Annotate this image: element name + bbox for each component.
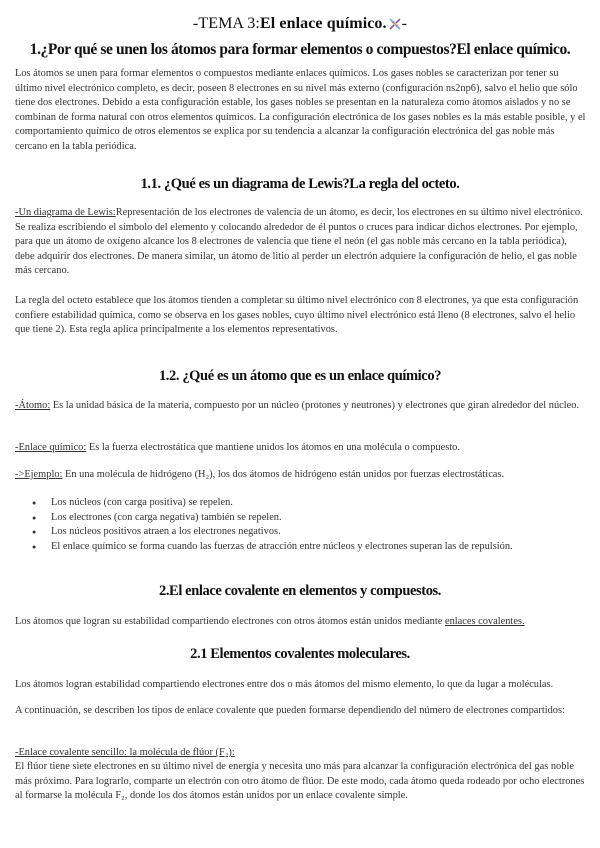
fluor-term: -Enlace covalente sencillo: la molécula de flúor (F₂): (15, 747, 235, 758)
enlace-term: -Enlace químico: (15, 442, 87, 453)
lewis-definition: Representación de los electrones de valencia de un átomo, es decir, los electrones en su último nivel electrónico. Se realiza escribiendo el símbolo del elemento y colocando alrededor de él puntos o cruces para indicar dichos electrones. Por ejemplo, para que un átomo de oxígeno alcance los 8 electrones de valencia que tiene el neón (el gas noble más cercano en la tabla periódica), debe adquirir dos electrones. De manera similar, un átomo de litio al perder un electrón adquiere la configuración de helio, el gas noble más cercano. (15, 207, 583, 277)
atomo-definition: Es la unidad básica de la materia, compuesto por un núcleo (protones y neutrones) y electrones que giran alrededor del núcleo. (50, 400, 580, 411)
list-item: ● Los núcleos (con carga positiva) se repelen. (15, 496, 587, 511)
ejemplo-term: ->Ejemplo: (15, 469, 63, 480)
fluor-body: El flúor tiene siete electrones en su último nivel de energía y necesita uno más para alcanzar la configuración electrónica del gas noble más próximo. Para lograrlo, comparte un electrón con otro átomo de flúor. De este modo, cada átomo queda rodeado por ocho electrones al formarse la molécula F₂, donde los dos átomos están unidos por un enlace covalente simple. (15, 761, 585, 802)
section-1-1-heading: 1.1. ¿Qué es un diagrama de Lewis?La regla del octeto. (140, 176, 460, 192)
fluor-subheading (15, 746, 587, 761)
list-item: ● Los núcleos positivos atraen a los electrones negativos. (15, 525, 587, 540)
section-2-1-p1: Los átomos logran estabilidad compartiendo electrones entre dos o más átomos del mismo elemento, lo que da lugar a moléculas. (15, 679, 554, 690)
list-item: ● Los electrones (con carga negativa) también se repelen. (15, 511, 587, 526)
section-1-body: Los átomos se unen para formar elementos o compuestos mediante enlaces químicos. Los gases nobles se caracterizan por tener su último nivel electrónico completo, es decir, poseen 8 electrones en su nivel más externo (configuración ns2np6), salvo el helio que sólo tiene dos electrones. Debido a esta configuración estable, los gases nobles se presentan en la naturaleza como átomos aislados y no se combinan de forma natural con otros elementos químicos. La configuración electrónica de los gases nobles es la más estable posible, y el comportamiento químico de otros elementos se explica por su tendencia a alcanzar la configuración electrónica del gas noble más cercano en la tabla periódica. (15, 68, 586, 152)
dna-icon (388, 17, 402, 31)
ejemplo-paragraph (15, 468, 587, 483)
lewis-paragraph (15, 206, 587, 279)
title-prefix: -TEMA 3: (192, 15, 260, 32)
ejemplo-definition: En una molécula de hidrógeno (H₂), los dos átomos de hidrógeno están unidos por fuerzas electrostáticas. (62, 469, 505, 480)
enlaces-covalentes-link: enlaces covalentes. (444, 616, 525, 627)
bullet-list (15, 496, 587, 554)
lewis-term: -Un diagrama de Lewis: (15, 207, 116, 218)
page-title (0, 15, 600, 33)
title-suffix: - (401, 15, 408, 32)
section-2-text: Los átomos que logran su estabilidad compartiendo electrones con otros átomos están unidos mediante (15, 616, 445, 627)
enlace-definition: Es la fuerza electrostática que mantiene unidos los átomos en una molécula o compuesto. (86, 442, 460, 453)
list-item: ● El enlace químico se forma cuando las fuerzas de atracción entre núcleos y electrones superan las de repulsión. (15, 540, 587, 555)
atomo-term: -Átomo: (15, 400, 51, 411)
title-main: El enlace químico. (259, 15, 387, 32)
section-2-1-heading: 2.1 Elementos covalentes moleculares. (190, 646, 410, 662)
section-1-2-heading: 1.2. ¿Qué es un átomo que es un enlace químico? (158, 368, 442, 384)
section-2-body (15, 615, 587, 630)
section-2-1-p2: A continuación, se describen los tipos de enlace covalente que pueden formarse dependiendo del número de electrones compartidos: (15, 705, 565, 716)
section-2-heading: 2.El enlace covalente en elementos y compuestos. (158, 583, 442, 599)
octet-rule-paragraph: La regla del octeto establece que los átomos tienden a completar su último nivel electrónico con 8 electrones, ya que esta configuración confiere estabilidad química, como se observa en los gases nobles, cuyo último nivel electrónico está lleno (8 electrones, salvo el helio que tiene 2). Esta regla aplica principalmente a los elementos representativos. (15, 295, 579, 336)
atomo-paragraph (15, 399, 587, 414)
section-1-heading: 1.¿Por qué se unen los átomos para formar elementos o compuestos?El enlace químico. (29, 41, 571, 58)
enlace-paragraph (15, 441, 587, 456)
